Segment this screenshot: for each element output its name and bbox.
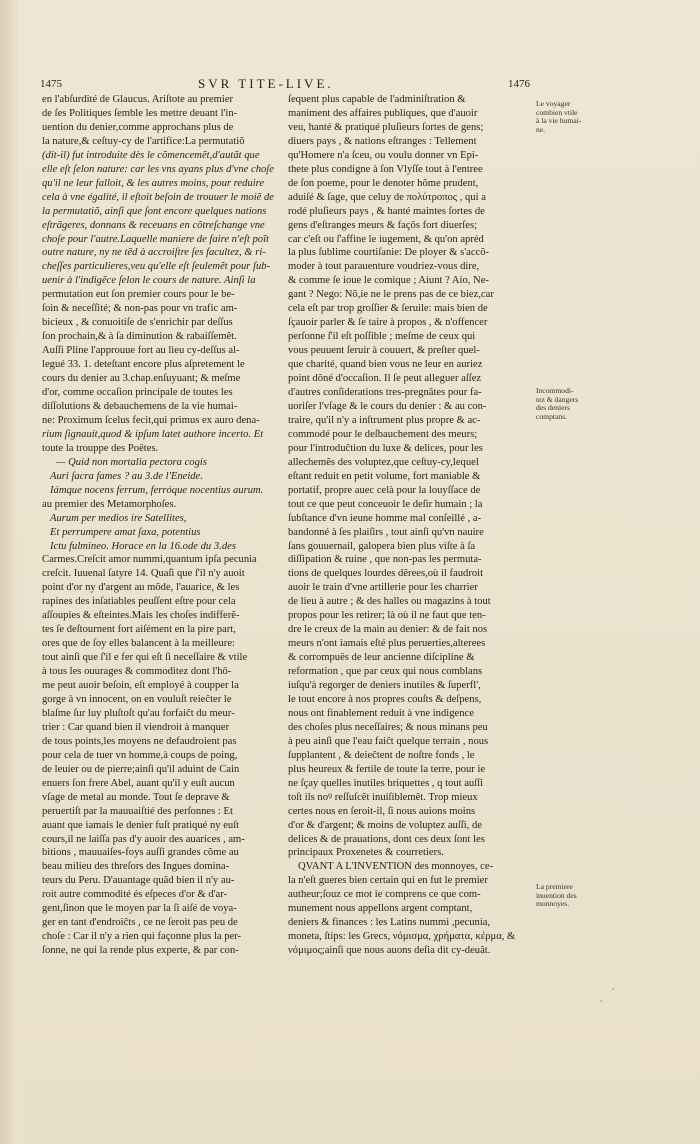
text-line: Auri ſacra fames ? au 3.de l'Eneide. — [50, 470, 203, 482]
margin-note — [536, 387, 604, 421]
text-line: QVANT A L'INVENTION des monnoyes, ce- — [298, 861, 494, 873]
text-line: ne: Proximum ſcelus fecit,qui primus ex auro dena- — [42, 414, 260, 426]
text-line: traire, qu'il n'y a inſtrument plus propre & ac- — [288, 414, 481, 426]
margin-note-line: comptans. — [536, 411, 568, 421]
paper-speck — [600, 1000, 602, 1002]
text-line: choſe pour l'autre.Laquelle maniere de faire n'eſt poĩt — [42, 233, 269, 245]
text-line: Ictu fulmineo. Horace en la 16.ode du 3.des — [50, 540, 236, 552]
text-line: maniment des affaires publiques, que d'auoir — [288, 107, 478, 119]
text-line: de ſes Politiques ſemble les mettre deuant l'in- — [42, 107, 238, 119]
text-line: outre nature, ny ne tẽd à accroiſtre ſes facultez, & ri- — [42, 247, 266, 259]
text-line: que charité, quand bien vous ne leur en auriez — [288, 359, 483, 371]
text-line: ne ſçay quelles inutiles briquettes , q tout auſſi — [288, 777, 484, 789]
text-line: plus heureux & fertile de toute la terre, pour ie — [288, 763, 486, 775]
text-line: ſans gouuernail, galopera bien plus viſte à ſa — [288, 540, 476, 552]
text-line: le tout encore à nos propres couſts & deſpens, — [288, 693, 482, 705]
text-line: delices & de prauations, dont ces deux ſont les — [288, 833, 485, 845]
text-line: bandonné à ſes plaiſirs , tout ainſi qu'vn nauire — [288, 526, 484, 538]
text-line: certes nous en ſeroit-il, ſi nous auions moins — [288, 805, 476, 817]
margin-note-line: des deniers — [536, 403, 570, 413]
text-line: eſtant reduit en petit volume, fort maniable & — [288, 470, 481, 482]
running-head: SVR TITE-LIVE. — [198, 76, 334, 91]
text-line: la permutatiõ, ainſi que ſont encore quelques nations — [42, 205, 267, 217]
text-line: aduiſé & ſage, que celuy de πολύτροπος , qui a — [288, 191, 486, 203]
text-line: au premier des Metamorphoſes. — [42, 498, 177, 510]
text-line: tes ſe deſtournent fort aiſément en la pire part, — [42, 624, 236, 636]
text-line: commodé pour le deſbauchement des meurs; — [288, 428, 478, 440]
text-line: blaſme ſur luy pluſtoſt qu'au forfaiĉt du meur- — [42, 707, 235, 719]
text-line: & comme ſe ioue le comique ; Aiunt ? Aio, Ne- — [288, 275, 489, 287]
text-line: de lieu à autre ; & des halles ou magazins à tout — [288, 596, 491, 608]
text-line: thete plus condigne à ſon Vlyſſe tout à l'entree — [288, 163, 483, 175]
text-line: la nature,& ceſtuy-cy de l'artifice:La permutatiõ — [42, 135, 245, 147]
page-number-right: 1476 — [508, 78, 530, 90]
text-line: cours,il ne laiſſa pas d'y auoir des auarices , am- — [42, 833, 245, 845]
text-line: creſcit. Iuuenal ſatyre 14. Quaſi que ſ'il n'y auoit — [42, 568, 245, 580]
text-line: elle eſt ſelon nature: car les vns ayans plus d'vne choſe — [42, 163, 274, 175]
margin-note-line: La premiere — [536, 882, 573, 891]
text-line: allechemẽs des voluptez,que ceſtuy-cy,lequel — [288, 456, 479, 468]
margin-note-line: inuention des — [536, 890, 577, 900]
text-line: veu, hanté & pratiqué pluſieurs ſortes de gens; — [288, 121, 484, 133]
text-line: diuers pays , & nations eſtranges : Tellement — [288, 135, 477, 147]
text-line: auoir le train d'vne artillerie pour les charrier — [288, 582, 478, 594]
text-line: ſoin & neceſſité; & non-pas pour vn trafic am- — [42, 303, 238, 315]
text-line: cheſſes particulieres,veu qu'elle eſt ſeulemẽt pour ſub- — [42, 261, 271, 273]
text-line: ſequent plus capable de l'adminiſtration & — [288, 94, 466, 105]
text-line: reformation , que par ceux qui nous comblans — [288, 666, 483, 678]
margin-note-line: monnoyes. — [536, 899, 570, 909]
text-line: uention du denier,comme approchans plus de — [42, 121, 234, 133]
text-line: ſupplantent , & deieĉtent de noſtre fonds , le — [288, 749, 475, 761]
text-line: ſon prochain,& à ſa diminution & rabaiſſemẽt. — [42, 331, 237, 343]
margin-note — [536, 100, 604, 134]
text-line: dre le creux de la main au denier: & de fait nos — [288, 624, 488, 636]
text-line: roit autre commodité és eſpeces d'or & d'ar- — [42, 889, 228, 901]
text-line: tout ainſi que ſ'il e fer qui eſt ſi neceſſaire & vtile — [42, 652, 248, 664]
right-text-column — [288, 93, 532, 958]
text-line: ger en tant d'endroiĉts , ce ne ſeroit pas peu de — [42, 917, 238, 929]
text-line: pour cela de tuer vn homme,à coups de poing, — [42, 749, 238, 761]
text-line: rodé pluſieurs pays , & hanté maintes ſortes de — [288, 205, 485, 217]
text-line: ſubſtance d'vn ieune homme mal conſeillé , a- — [288, 512, 482, 524]
text-line: uenir à l'indigẽce ſelon le cours de nature. Ainſi la — [42, 275, 256, 287]
text-line: vous peuuent ſeruir à couuert, & preſter quel- — [288, 345, 480, 357]
text-line: eſtrãgeres, donnans & receuans en cõtreſchange vne — [42, 219, 265, 231]
text-line: qu'Homere n'a ſceu, ou voulu donner vn Epi- — [288, 149, 479, 161]
text-line: qu'il ne leur falloit, & les autres moins, pour reduire — [42, 177, 265, 189]
text-line: munement nous appellons argent comptant, — [288, 903, 473, 915]
text-line: à tous les ouurages & commoditez dont l'hõ- — [42, 666, 232, 678]
text-line: de tous points,les moyens ne defaudroient pas — [42, 735, 237, 747]
margin-note-line: combien vtile — [536, 107, 578, 117]
text-line: iuſqu'à regorger de deniers inutiles & ſuperfl', — [288, 680, 481, 692]
text-line: portatif, propre auec celà pour la louyſſace de — [288, 484, 481, 496]
text-line: principaux Proxenetes & courretiers. — [288, 847, 444, 859]
text-line: ores que de ſoy elles balancent à la meilleure: — [42, 638, 235, 650]
text-line: Auſſi Pline l'approuue fort au lieu cy-deſſus al- — [42, 345, 240, 357]
margin-note-line: Incommodi- — [536, 386, 574, 395]
text-line: ſçauoir parler & ſe taire à propos , & n'offencer — [288, 317, 488, 329]
text-line: propos pour les retirer; là où il ne faut que ten- — [288, 610, 486, 622]
text-line: cela à vne égalité, il eſtoit beſoin de trouuer le moiẽ de — [42, 191, 275, 203]
text-line: tout ce que peut conceuoir le deſir humain ; la — [288, 498, 483, 510]
text-line: toute la trouppe des Poëtes. — [42, 442, 159, 454]
text-line: me peut auoir beſoin, eſt employé à coupper la — [42, 680, 239, 692]
text-line: de ſon poeme, pour le denoter hõme prudent, — [288, 177, 479, 189]
text-line: trier : Car quand bien il viendroit à manquer — [42, 721, 230, 733]
text-line: auant que iamais le denier fuſt pratiqué ny euſt — [42, 819, 240, 831]
text-line: nous ont finablement reduit à vne indigence — [288, 707, 474, 719]
text-line: cela eſt par trop groſſier & ſeruile: mais bien de — [288, 303, 488, 315]
text-line: point d'or ny d'argent au mõde, l'auarice, & les — [42, 582, 240, 594]
margin-note-line: tez & dangers — [536, 394, 579, 404]
text-line: & corrompuës de leur ancienne diſcipline & — [288, 652, 475, 664]
page-gutter-shadow — [0, 0, 18, 1144]
left-text-column — [42, 93, 278, 958]
text-line: legué 33. 1. deteſtant encore plus aſpretement le — [42, 359, 245, 371]
text-line: rium ſignauit,quod & ipſum latet authore incerto. Et — [42, 428, 264, 440]
text-line: la n'eſt gueres bien certain qui en fut le premier — [288, 875, 488, 887]
text-line: uoriſer l'vſage & le cours du denier : & au con- — [288, 400, 487, 412]
text-line: teurs du Peru. D'auantage quãd bien il n'y au- — [42, 875, 235, 887]
text-line: moder à tout parauenture voudriez-vous dire, — [288, 261, 480, 273]
text-line: choſe : Car il n'y a rien qui façonne plus la per- — [42, 931, 242, 943]
text-line: gent,ſinon que le moyen par la ſi aiſé de voya- — [42, 903, 237, 915]
text-line: point dõné d'occaſion. Il ſe peut alleguer aſſez — [288, 373, 482, 385]
text-line: gant ? Nego: Nõ,ie ne le prens pas de ce biez,car — [288, 289, 494, 301]
text-line: la plus ſublime courtiſanie: De ployer & s'accõ- — [288, 247, 490, 259]
text-line: à peu ainſi que l'eau faiĉt quelque terrain , nous — [288, 735, 489, 747]
text-line: Iámque nocens ferrum, ferróque nocentius aurum. — [50, 484, 264, 496]
text-line: d'autres conſiderations tres-pregnãtes pour fa- — [288, 387, 482, 399]
text-line: car c'eſt ou ſ'affine le iugement, & qu'on apréd — [288, 233, 484, 245]
text-line: ſonne, ne qui la rende plus experte, & par con- — [42, 945, 239, 957]
text-line: beau milieu des threſors des Ingues domina- — [42, 861, 230, 873]
text-line: νόμιμος;ainſi que nous auons deſia dit cy-deuãt. — [288, 945, 491, 957]
text-line: permutation eut ſon premier cours pour le be- — [42, 289, 235, 301]
text-line: gens d'eſtranges meurs & façõs fort diuerſes; — [288, 219, 478, 231]
margin-note-line: à la vie humai- — [536, 116, 582, 126]
text-line: Carmes.Creſcit amor nummi,quantum ipſa pecunia — [42, 554, 257, 566]
text-line: enuers ſon frere Abel, auant qu'il y euſt aucun — [42, 777, 235, 789]
text-line: tions de quelques lourdes dẽrees,où il faudroit — [288, 568, 484, 580]
text-line: perſonne ſ'il eſt poſſible ; meſme de ceux qui — [288, 331, 476, 343]
text-line: peruertiſt par la mauuaiſtié des perſonnes : Et — [42, 805, 233, 817]
text-line: bitions , mauuaiſes-foys auſſi grandes cõme au — [42, 847, 239, 859]
text-line: bicieux , & conuoitiſe de s'enrichir par deſſus — [42, 317, 233, 329]
text-line: d'or, comme occaſion principale de toutes les — [42, 387, 233, 399]
margin-note-line: Le voyager — [536, 99, 571, 108]
text-line: autheur;ſouz ce mot ie comprens ce que com- — [288, 889, 481, 901]
text-line: d'or & d'argent; & moins de voluptez auſſi, de — [288, 819, 482, 831]
text-line: en l'abſurdité de Glaucus. Ariſtote au premier — [42, 94, 234, 105]
text-line: (dit-il) fut introduite dès le cõmencemẽt,d'autãt que — [42, 149, 260, 161]
text-line: pour l'introduĉtion du luxe & delices, pour les — [288, 442, 483, 454]
text-line: deniers & finances : les Latins nummi ,pecunia, — [288, 917, 491, 929]
text-line: cours du denier au 3.chap.enſuyuant; & meſme — [42, 373, 241, 385]
text-line: Aurum per medios ire Satellites, — [50, 512, 187, 524]
text-line: gorge à vn innocent, on en vouluſt reieĉter le — [42, 693, 232, 705]
text-line: diſſolutions & debauchemens de la vie humai- — [42, 400, 238, 412]
page-number-left: 1475 — [40, 78, 62, 90]
margin-note — [536, 883, 604, 909]
text-line: des choſes plus neceſſaires; & nous minans peu — [288, 721, 488, 733]
text-line: aſſoupies & eſteintes.Mais les choſes indifferẽ- — [42, 610, 240, 622]
text-line: — Quid non mortalia pectora cogis — [56, 456, 207, 468]
text-line: rapines des inſatiables peuſſent eſtre pour cela — [42, 596, 236, 608]
text-line: moneta, ſtips: les Grecs, νόμισμα, χρήματα, κέρμα, & — [288, 931, 516, 943]
text-line: Et perrumpere amat ſaxa, potentius — [50, 526, 201, 538]
text-line: meurs n'ont iamais eſté plus peruerties,alterees — [288, 638, 486, 650]
text-line: diſſipation & ruine , que non-pas les permuta- — [288, 554, 482, 566]
text-line: vſage de metal au monde. Tout ſe deprave & — [42, 791, 230, 803]
paper-speck — [612, 988, 614, 990]
margin-note-line: ne. — [536, 124, 546, 134]
text-line: de leuier ou de pierre;ainſi qu'il aduint de Cain — [42, 763, 240, 775]
text-line: toſt ils noꝰ reſſuſcẽt inuiſiblemẽt. Trop mieux — [288, 791, 478, 803]
